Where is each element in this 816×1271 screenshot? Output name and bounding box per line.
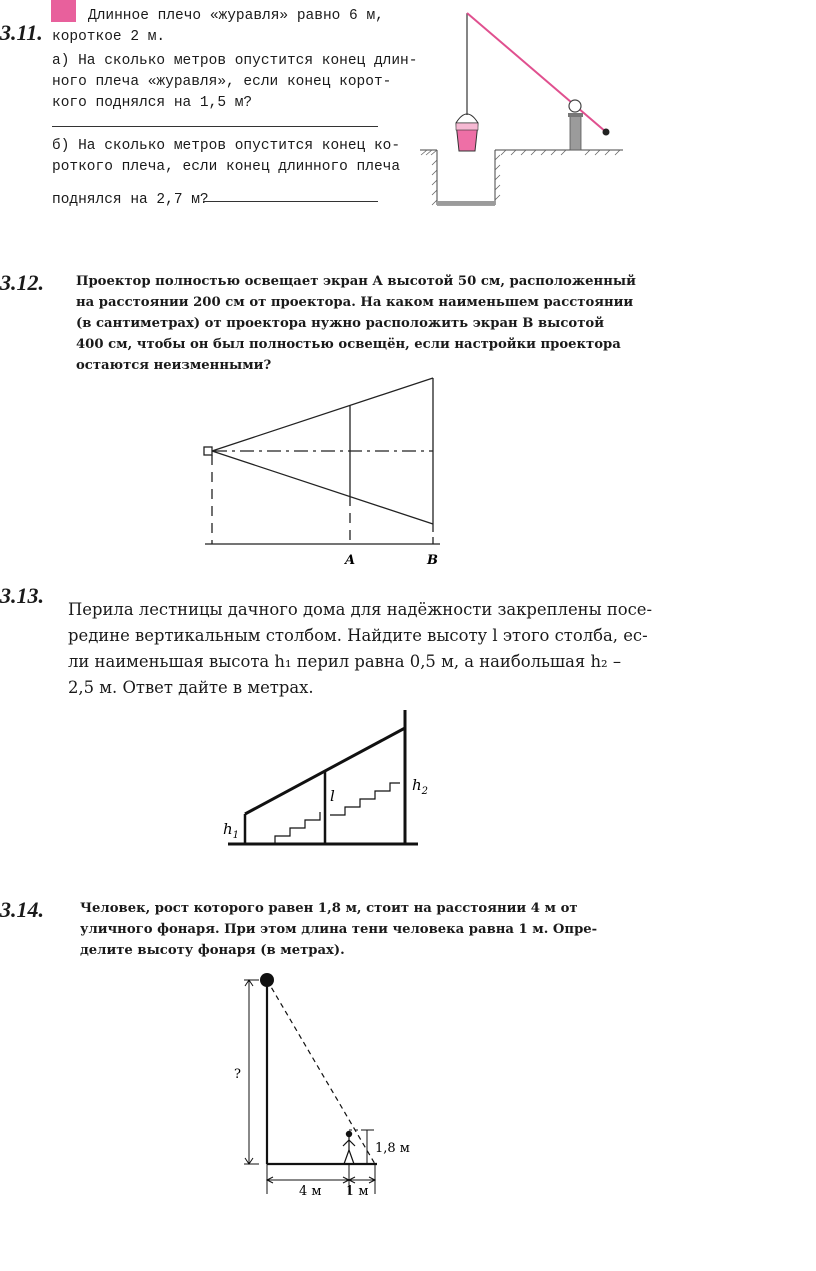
label-h1-main: h xyxy=(223,820,233,838)
problem-number-3-13: 3.13. xyxy=(0,583,44,608)
label-h1-sub: 1 xyxy=(232,830,240,841)
problem-number-3-12: 3.12. xyxy=(0,270,44,295)
label-height: ? xyxy=(234,1067,241,1082)
text-line: ного плеча «журавля», если конец корот- xyxy=(52,74,392,90)
text-line: (в сантиметрах) от проектора нужно расположить экран B высотой xyxy=(76,316,604,331)
well-bottom xyxy=(437,201,495,205)
answer-line-a xyxy=(52,126,378,127)
text-line: редине вертикальным столбом. Найдите высоту l этого столба, ес- xyxy=(68,626,648,645)
post xyxy=(570,115,581,150)
problem-3-11-part-b xyxy=(52,136,400,211)
problem-number-3-14: 3.14. xyxy=(0,897,44,922)
label-l: l xyxy=(330,787,335,805)
problem-3-11-part-a xyxy=(52,51,417,114)
text-line: делите высоту фонаря (в метрах). xyxy=(80,943,345,958)
text-line: 2,5 м. Ответ дайте в метрах. xyxy=(68,678,314,697)
label-h1 xyxy=(223,820,239,841)
problem-number-3-11: 3.11. xyxy=(0,20,43,45)
highlight-marker xyxy=(51,0,76,22)
lever xyxy=(467,13,606,132)
person-icon xyxy=(343,1131,355,1164)
pivot xyxy=(569,100,581,112)
text-line: Перила лестницы дачного дома для надёжности закреплены посе- xyxy=(68,600,653,619)
label-h2 xyxy=(412,776,428,797)
problem-3-13-text xyxy=(68,597,653,701)
label-distance: 4 м xyxy=(299,1184,322,1199)
text-line: б) На сколько метров опустится конец ко- xyxy=(52,138,401,154)
label-h2-main: h xyxy=(412,776,422,794)
text-line: а) На сколько метров опустится конец длин- xyxy=(52,53,418,69)
text-line: на расстоянии 200 см от проектора. На каком наименьшем расстоянии xyxy=(76,295,634,310)
stair-railing-figure xyxy=(220,705,435,855)
label-person-height: 1,8 м xyxy=(375,1141,410,1156)
label-b: B xyxy=(427,553,438,568)
problem-3-12-text xyxy=(76,271,636,376)
label-shadow: 1 м xyxy=(346,1184,369,1199)
text-line: Человек, рост которого равен 1,8 м, стоит на расстоянии 4 м от xyxy=(80,901,578,916)
text-line: роткого плеча, если конец длинного плеча xyxy=(52,159,401,175)
lever-end xyxy=(603,129,610,136)
text-line: остаются неизменными? xyxy=(76,358,272,373)
answer-line-b xyxy=(203,201,378,202)
well-sweep-figure xyxy=(415,5,630,215)
text-line: ли наименьшая высота h₁ перил равна 0,5 м, а наибольшая h₂ – xyxy=(68,652,622,671)
label-h2-sub: 2 xyxy=(421,786,429,797)
projector-figure xyxy=(195,370,455,570)
text-line: поднялся на 2,7 м? xyxy=(52,192,209,208)
label-a: A xyxy=(345,553,356,568)
text-line: короткое 2 м. xyxy=(52,29,166,45)
lamp-shadow-figure xyxy=(225,970,425,1200)
text-line: кого поднялся на 1,5 м? xyxy=(52,95,253,111)
text-line: Длинное плечо «журавля» равно 6 м, xyxy=(88,8,384,24)
text-line: уличного фонаря. При этом длина тени человека равна 1 м. Опре- xyxy=(80,922,598,937)
problem-3-11-intro xyxy=(52,6,384,48)
lamp-icon xyxy=(260,973,274,987)
text-line: 400 см, чтобы он был полностью освещён, если настройки проектора xyxy=(76,337,621,352)
projector-icon xyxy=(204,447,212,455)
problem-3-14-text xyxy=(80,898,606,961)
text-line: Проектор полностью освещает экран A высотой 50 см, расположенный xyxy=(76,274,636,289)
